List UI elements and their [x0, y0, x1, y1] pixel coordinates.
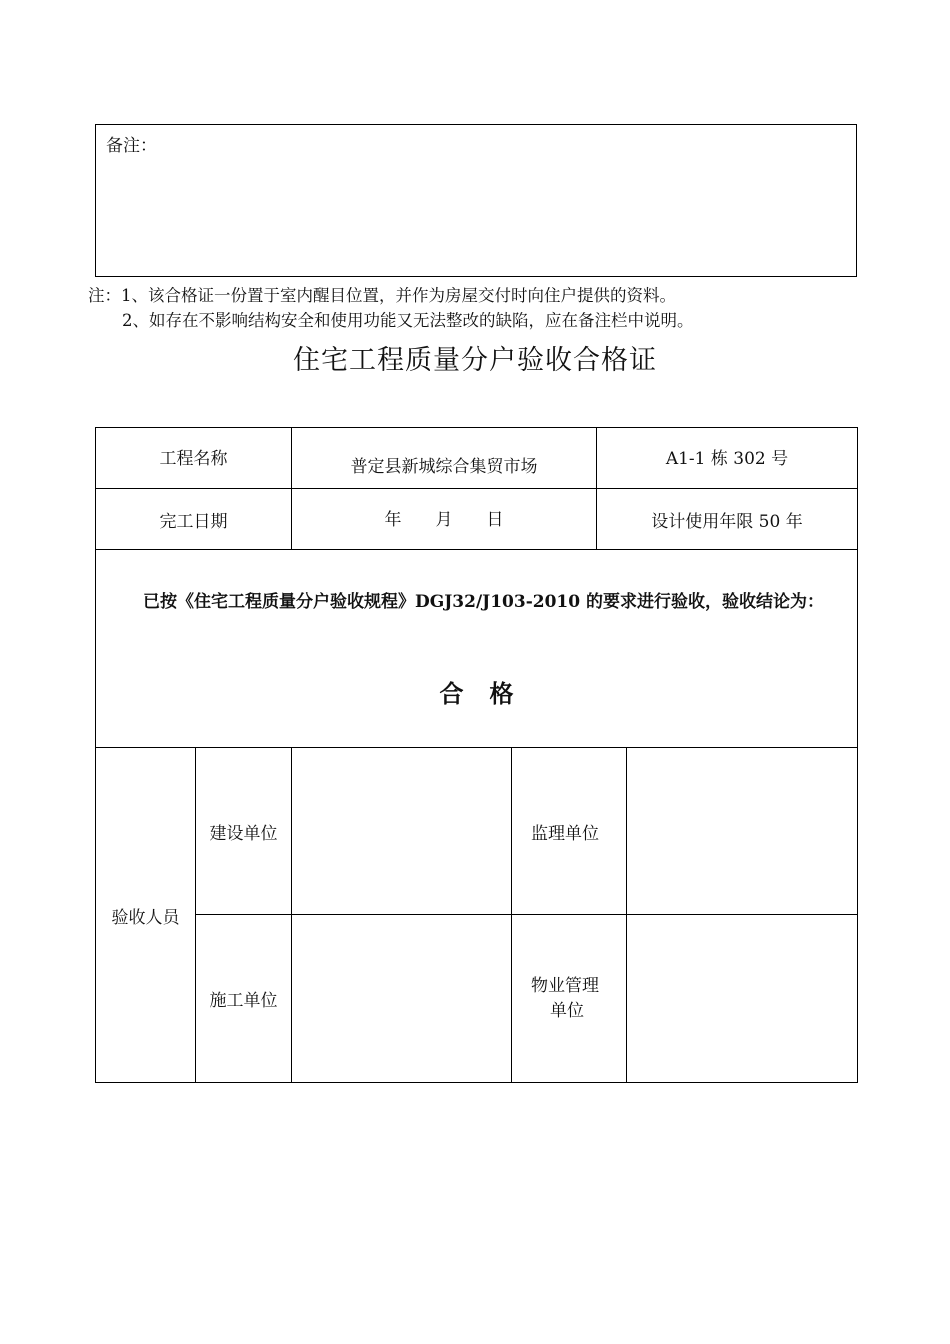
unit-number: A1-1 栋 302 号	[597, 428, 858, 489]
project-name-label: 工程名称	[96, 428, 292, 489]
page-title: 住宅工程质量分户验收合格证	[293, 345, 657, 376]
completion-date-value: 年 月 日	[292, 489, 597, 550]
remarks-label: 备注：	[106, 136, 157, 156]
property-management-line2: 单位	[550, 1000, 584, 1021]
supervision-label: 监理单位	[512, 748, 627, 915]
inspectors-label: 验收人员	[96, 748, 196, 1083]
property-management-line1: 物业管理	[531, 975, 599, 996]
design-life: 设计使用年限 50 年	[597, 489, 858, 550]
supervision-signature	[627, 748, 858, 915]
property-management-label	[512, 915, 627, 1083]
certificate-table	[95, 427, 858, 1083]
construction-owner-label: 建设单位	[196, 748, 292, 915]
contractor-signature	[292, 915, 512, 1083]
construction-owner-signature	[292, 748, 512, 915]
note-1: 注：1、该合格证一份置于室内醒目位置，并作为房屋交付时向住户提供的资料。	[88, 286, 676, 305]
property-management-signature	[627, 915, 858, 1083]
completion-date-label: 完工日期	[96, 489, 292, 550]
acceptance-statement: 已按《住宅工程质量分户验收规程》DGJ32/J103-2010 的要求进行验收，验收结论为：	[143, 592, 824, 612]
project-name-value: 普定县新城综合集贸市场	[292, 428, 597, 489]
remarks-box	[95, 124, 857, 277]
acceptance-statement-cell	[96, 550, 858, 748]
contractor-label: 施工单位	[196, 915, 292, 1083]
verdict: 合格	[439, 679, 540, 708]
note-2: 2、如存在不影响结构安全和使用功能又无法整改的缺陷，应在备注栏中说明。	[122, 311, 694, 330]
